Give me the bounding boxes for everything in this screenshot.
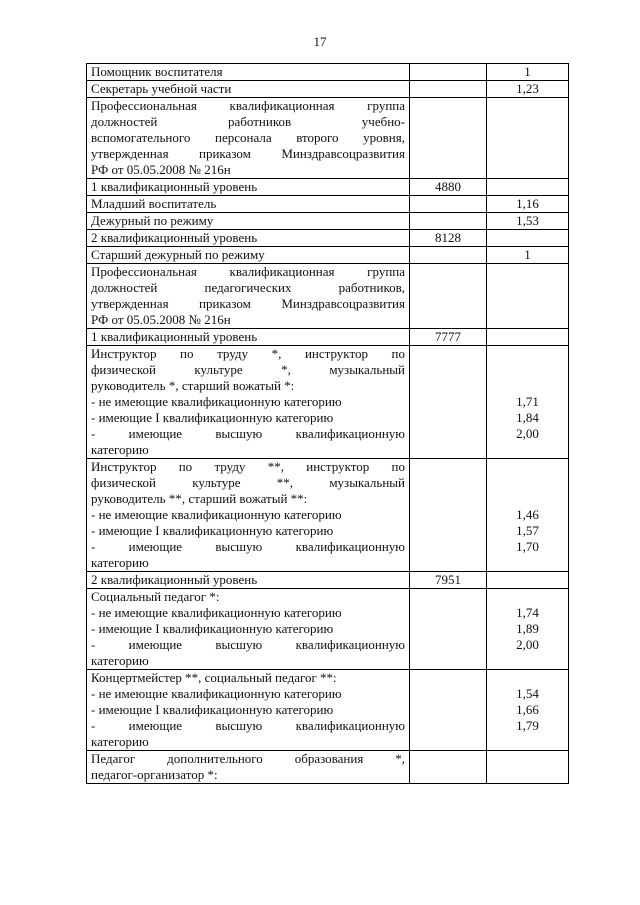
salary-cell (410, 98, 487, 179)
description-line: - имеющие высшую квалификационную (91, 637, 405, 652)
position-description (87, 589, 410, 670)
table-row (87, 751, 569, 784)
position-description (87, 329, 410, 346)
coefficient-cell (487, 230, 569, 247)
coefficient-value (491, 378, 564, 394)
position-description (87, 264, 410, 329)
position-description (87, 247, 410, 264)
position-description (87, 81, 410, 98)
coefficient-value: 1,23 (516, 81, 539, 96)
description-line: Дежурный по режиму (91, 213, 214, 228)
description-line: - имеющие I квалификационную категорию (91, 523, 334, 538)
salary-cell (410, 64, 487, 81)
description-line: - не имеющие квалификационную категорию (91, 605, 342, 620)
description-line: - имеющие I квалификационную категорию (91, 702, 334, 717)
position-description (87, 196, 410, 213)
coefficient-value (491, 734, 564, 750)
description-line: физической культуре *, музыкальный (91, 362, 405, 377)
salary-cell: 4880 (410, 179, 487, 196)
salary-cell: 7777 (410, 329, 487, 346)
coefficient-value: 1,84 (516, 410, 539, 425)
description-line: 2 квалификационный уровень (91, 230, 258, 245)
salary-table-body (87, 64, 569, 784)
table-row (87, 196, 569, 213)
position-description (87, 459, 410, 572)
coefficient-value (491, 670, 564, 686)
position-description (87, 751, 410, 784)
table-row (87, 230, 569, 247)
coefficient-value (491, 555, 564, 571)
salary-cell (410, 346, 487, 459)
salary-cell (410, 81, 487, 98)
description-line: - имеющие высшую квалификационную (91, 426, 405, 441)
coefficient-value: 1 (524, 64, 531, 79)
description-line: Концертмейстер **, социальный педагог **: (91, 670, 337, 685)
description-line: категорию (91, 442, 149, 457)
salary-cell (410, 247, 487, 264)
salary-cell (410, 459, 487, 572)
position-description (87, 572, 410, 589)
coefficient-value: 2,00 (516, 426, 539, 441)
position-description (87, 213, 410, 230)
description-line: Младший воспитатель (91, 196, 217, 211)
description-line: РФ от 05.05.2008 № 216н (91, 312, 231, 327)
description-line: вспомогательного персонала второго уровня, (91, 130, 405, 145)
table-row (87, 459, 569, 572)
description-line: Инструктор по труду *, инструктор по (91, 346, 405, 361)
table-row (87, 64, 569, 81)
coefficient-value (491, 491, 564, 507)
coefficient-cell (487, 346, 569, 459)
coefficient-cell (487, 264, 569, 329)
coefficient-cell (487, 213, 569, 230)
table-row (87, 670, 569, 751)
table-row (87, 572, 569, 589)
description-line: Инструктор по труду **, инструктор по (91, 459, 405, 474)
description-line: Профессиональная квалификационная группа (91, 98, 405, 113)
description-line: утвержденная приказом Минздравсоцразвития (91, 146, 405, 161)
description-line: - не имеющие квалификационную категорию (91, 507, 342, 522)
coefficient-value: 1,79 (516, 718, 539, 733)
description-line: РФ от 05.05.2008 № 216н (91, 162, 231, 177)
description-line: категорию (91, 555, 149, 570)
page-number: 17 (313, 34, 327, 49)
description-line: Социальный педагог *: (91, 589, 220, 604)
description-line: категорию (91, 734, 149, 749)
description-line: Помощник воспитателя (91, 64, 223, 79)
salary-cell: 7951 (410, 572, 487, 589)
salary-cell: 8128 (410, 230, 487, 247)
coefficient-value (491, 442, 564, 458)
salary-cell (410, 589, 487, 670)
position-description (87, 230, 410, 247)
salary-cell (410, 213, 487, 230)
table-row (87, 213, 569, 230)
coefficient-cell (487, 64, 569, 81)
description-line: утвержденная приказом Минздравсоцразвития (91, 296, 405, 311)
description-line: 2 квалификационный уровень (91, 572, 258, 587)
coefficient-value: 1,89 (516, 621, 539, 636)
table-row (87, 179, 569, 196)
coefficient-value: 1,71 (516, 394, 539, 409)
coefficient-cell (487, 459, 569, 572)
coefficient-value: 1,54 (516, 686, 539, 701)
coefficient-value: 1,70 (516, 539, 539, 554)
description-line: - имеющие высшую квалификационную (91, 539, 405, 554)
coefficient-value: 1,66 (516, 702, 539, 717)
table-row (87, 329, 569, 346)
description-line: педагог-организатор *: (91, 767, 218, 782)
description-line: физической культуре **, музыкальный (91, 475, 405, 490)
description-line: - имеющие I квалификационную категорию (91, 621, 334, 636)
description-line: 1 квалификационный уровень (91, 329, 258, 344)
salary-cell (410, 670, 487, 751)
description-line: Старший дежурный по режиму (91, 247, 265, 262)
coefficient-value: 1,57 (516, 523, 539, 538)
description-line: должностей работников учебно- (91, 114, 405, 129)
salary-cell (410, 751, 487, 784)
coefficient-value (491, 589, 564, 605)
description-line: - имеющие высшую квалификационную (91, 718, 405, 733)
coefficient-value (491, 653, 564, 669)
coefficient-value (491, 362, 564, 378)
coefficient-value (491, 459, 564, 475)
coefficient-cell (487, 670, 569, 751)
position-description (87, 179, 410, 196)
position-description (87, 670, 410, 751)
table-row (87, 98, 569, 179)
table-row (87, 346, 569, 459)
salary-cell (410, 196, 487, 213)
coefficient-cell (487, 98, 569, 179)
description-line: Педагог дополнительного образования *, (91, 751, 405, 766)
coefficient-cell (487, 572, 569, 589)
coefficient-value: 1,16 (516, 196, 539, 211)
description-line: 1 квалификационный уровень (91, 179, 258, 194)
coefficient-value: 1,46 (516, 507, 539, 522)
coefficient-cell (487, 589, 569, 670)
coefficient-cell (487, 196, 569, 213)
description-line: руководитель *, старший вожатый *: (91, 378, 295, 393)
coefficient-cell (487, 751, 569, 784)
position-description (87, 98, 410, 179)
description-line: Секретарь учебной части (91, 81, 232, 96)
coefficient-value: 1 (524, 247, 531, 262)
description-line: - имеющие I квалификационную категорию (91, 410, 334, 425)
description-line: Профессиональная квалификационная группа (91, 264, 405, 279)
description-line: - не имеющие квалификационную категорию (91, 394, 342, 409)
coefficient-cell (487, 247, 569, 264)
table-row (87, 247, 569, 264)
description-line: руководитель **, старший вожатый **: (91, 491, 308, 506)
description-line: категорию (91, 653, 149, 668)
position-description (87, 346, 410, 459)
table-row (87, 589, 569, 670)
table-row (87, 81, 569, 98)
description-line: должностей педагогических работников, (91, 280, 405, 295)
salary-table (86, 63, 569, 784)
coefficient-cell (487, 81, 569, 98)
coefficient-value: 1,53 (516, 213, 539, 228)
coefficient-value: 1,74 (516, 605, 539, 620)
coefficient-value (491, 346, 564, 362)
coefficient-cell (487, 179, 569, 196)
description-line: - не имеющие квалификационную категорию (91, 686, 342, 701)
position-description (87, 64, 410, 81)
coefficient-value: 2,00 (516, 637, 539, 652)
coefficient-cell (487, 329, 569, 346)
salary-cell (410, 264, 487, 329)
table-row (87, 264, 569, 329)
coefficient-value (491, 475, 564, 491)
